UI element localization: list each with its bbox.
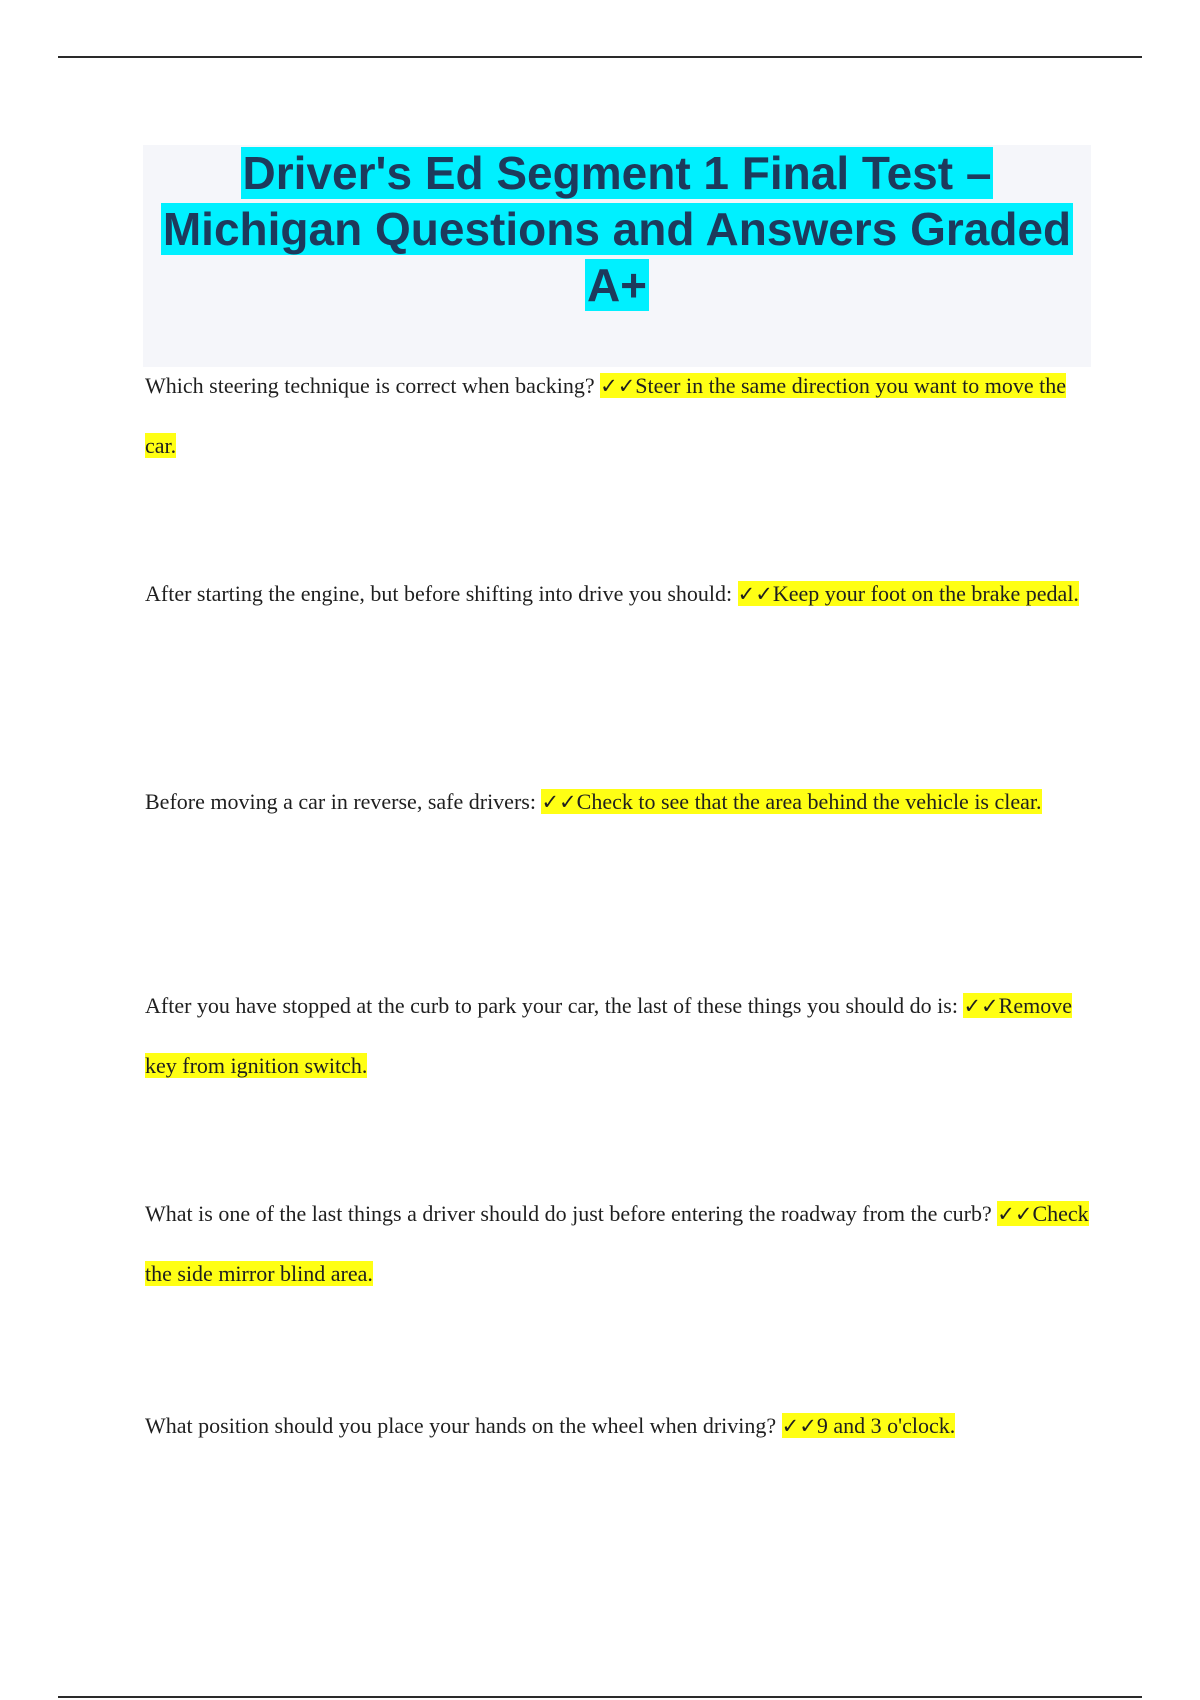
question-text: Which steering technique is correct when backing? (145, 373, 595, 398)
qa-item (145, 1396, 1095, 1456)
answer-text: 9 and 3 o'clock. (816, 1413, 956, 1438)
qa-item (145, 1184, 1095, 1304)
qa-item (145, 356, 1095, 476)
bottom-rule (58, 1696, 1142, 1698)
check-icon: ✓✓ (963, 994, 999, 1018)
answer-text: Check the side mirror blind area. (145, 1201, 1089, 1286)
answer-highlight (541, 789, 1041, 814)
answer-highlight (738, 581, 1079, 606)
answer-text: Remove key from ignition switch. (145, 993, 1072, 1078)
check-icon: ✓✓ (997, 1202, 1033, 1226)
check-icon: ✓✓ (737, 582, 773, 606)
question-text: After you have stopped at the curb to park your car, the last of these things you should do is: (145, 993, 958, 1018)
answer-highlight (782, 1413, 956, 1438)
qa-item (145, 564, 1095, 624)
qa-item (145, 772, 1095, 832)
top-rule (58, 56, 1142, 58)
check-icon: ✓✓ (781, 1414, 817, 1438)
question-text: What position should you place your hands on the wheel when driving? (145, 1413, 777, 1438)
check-icon: ✓✓ (600, 374, 636, 398)
question-text: After starting the engine, but before shifting into drive you should: (145, 581, 733, 606)
page-title (143, 145, 1091, 313)
answer-text: Keep your foot on the brake pedal. (772, 581, 1079, 606)
answer-text: Steer in the same direction you want to move the car. (145, 373, 1067, 458)
check-icon: ✓✓ (541, 790, 577, 814)
qa-item (145, 976, 1095, 1096)
question-text: What is one of the last things a driver should do just before entering the roadway from the curb? (145, 1201, 992, 1226)
question-text: Before moving a car in reverse, safe drivers: (145, 789, 536, 814)
title-text: Driver's Ed Segment 1 Final Test – Michigan Questions and Answers Graded A+ (162, 147, 1072, 311)
answer-text: Check to see that the area behind the vehicle is clear. (576, 789, 1042, 814)
